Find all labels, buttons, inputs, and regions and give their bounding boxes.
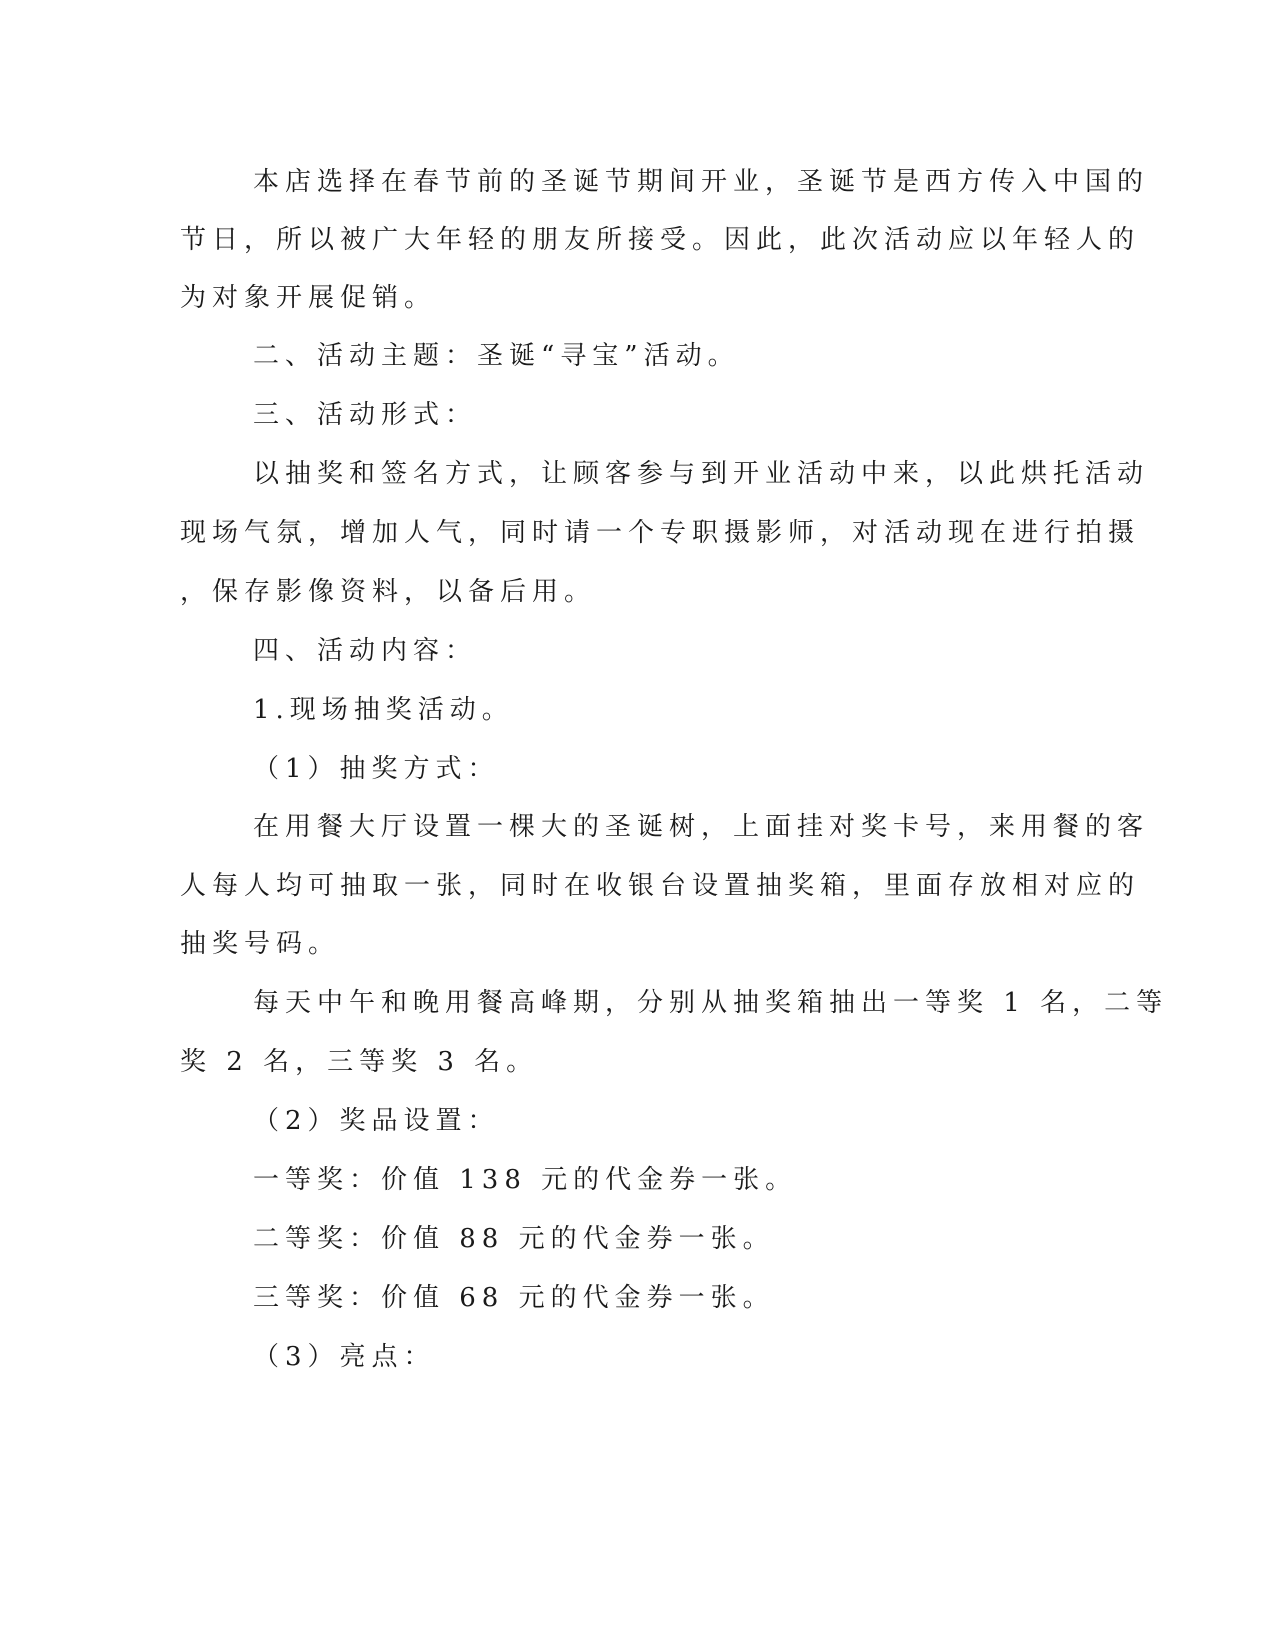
list-item: 二等奖：价值 88 元的代金券一张。 — [253, 1224, 775, 1254]
subsection-heading: 1.现场抽奖活动。 — [253, 695, 514, 725]
subsection-heading: （1）抽奖方式： — [253, 754, 500, 784]
paragraph-line: 为对象开展促销。 — [180, 283, 437, 313]
paragraph-line: 以抽奖和签名方式，让顾客参与到开业活动中来，以此烘托活动 — [253, 459, 1150, 489]
paragraph-line: 每天中午和晚用餐高峰期，分别从抽奖箱抽出一等奖 1 名，二等 — [253, 988, 1169, 1018]
paragraph-line: 奖 2 名，三等奖 3 名。 — [180, 1047, 539, 1077]
paragraph-line: 节日，所以被广大年轻的朋友所接受。因此，此次活动应以年轻人的 — [180, 225, 1141, 255]
section-heading: 二、活动主题：圣诞“寻宝”活动。 — [253, 341, 740, 371]
section-heading: 三、活动形式： — [253, 400, 478, 430]
paragraph-line: 人每人均可抽取一张，同时在收银台设置抽奖箱，里面存放相对应的 — [180, 871, 1141, 901]
subsection-heading: （3）亮点： — [253, 1342, 436, 1372]
paragraph-line: 现场气氛，增加人气，同时请一个专职摄影师，对活动现在进行拍摄 — [180, 518, 1141, 548]
paragraph-line: 本店选择在春节前的圣诞节期间开业，圣诞节是西方传入中国的 — [253, 167, 1150, 197]
subsection-heading: （2）奖品设置： — [253, 1106, 500, 1136]
paragraph-line: 在用餐大厅设置一棵大的圣诞树，上面挂对奖卡号，来用餐的客 — [253, 812, 1150, 842]
list-item: 三等奖：价值 68 元的代金券一张。 — [253, 1283, 775, 1313]
paragraph-line: ，保存影像资料，以备后用。 — [180, 577, 597, 607]
section-heading: 四、活动内容： — [253, 636, 478, 666]
list-item: 一等奖：价值 138 元的代金券一张。 — [253, 1165, 798, 1195]
paragraph-line: 抽奖号码。 — [180, 929, 341, 959]
